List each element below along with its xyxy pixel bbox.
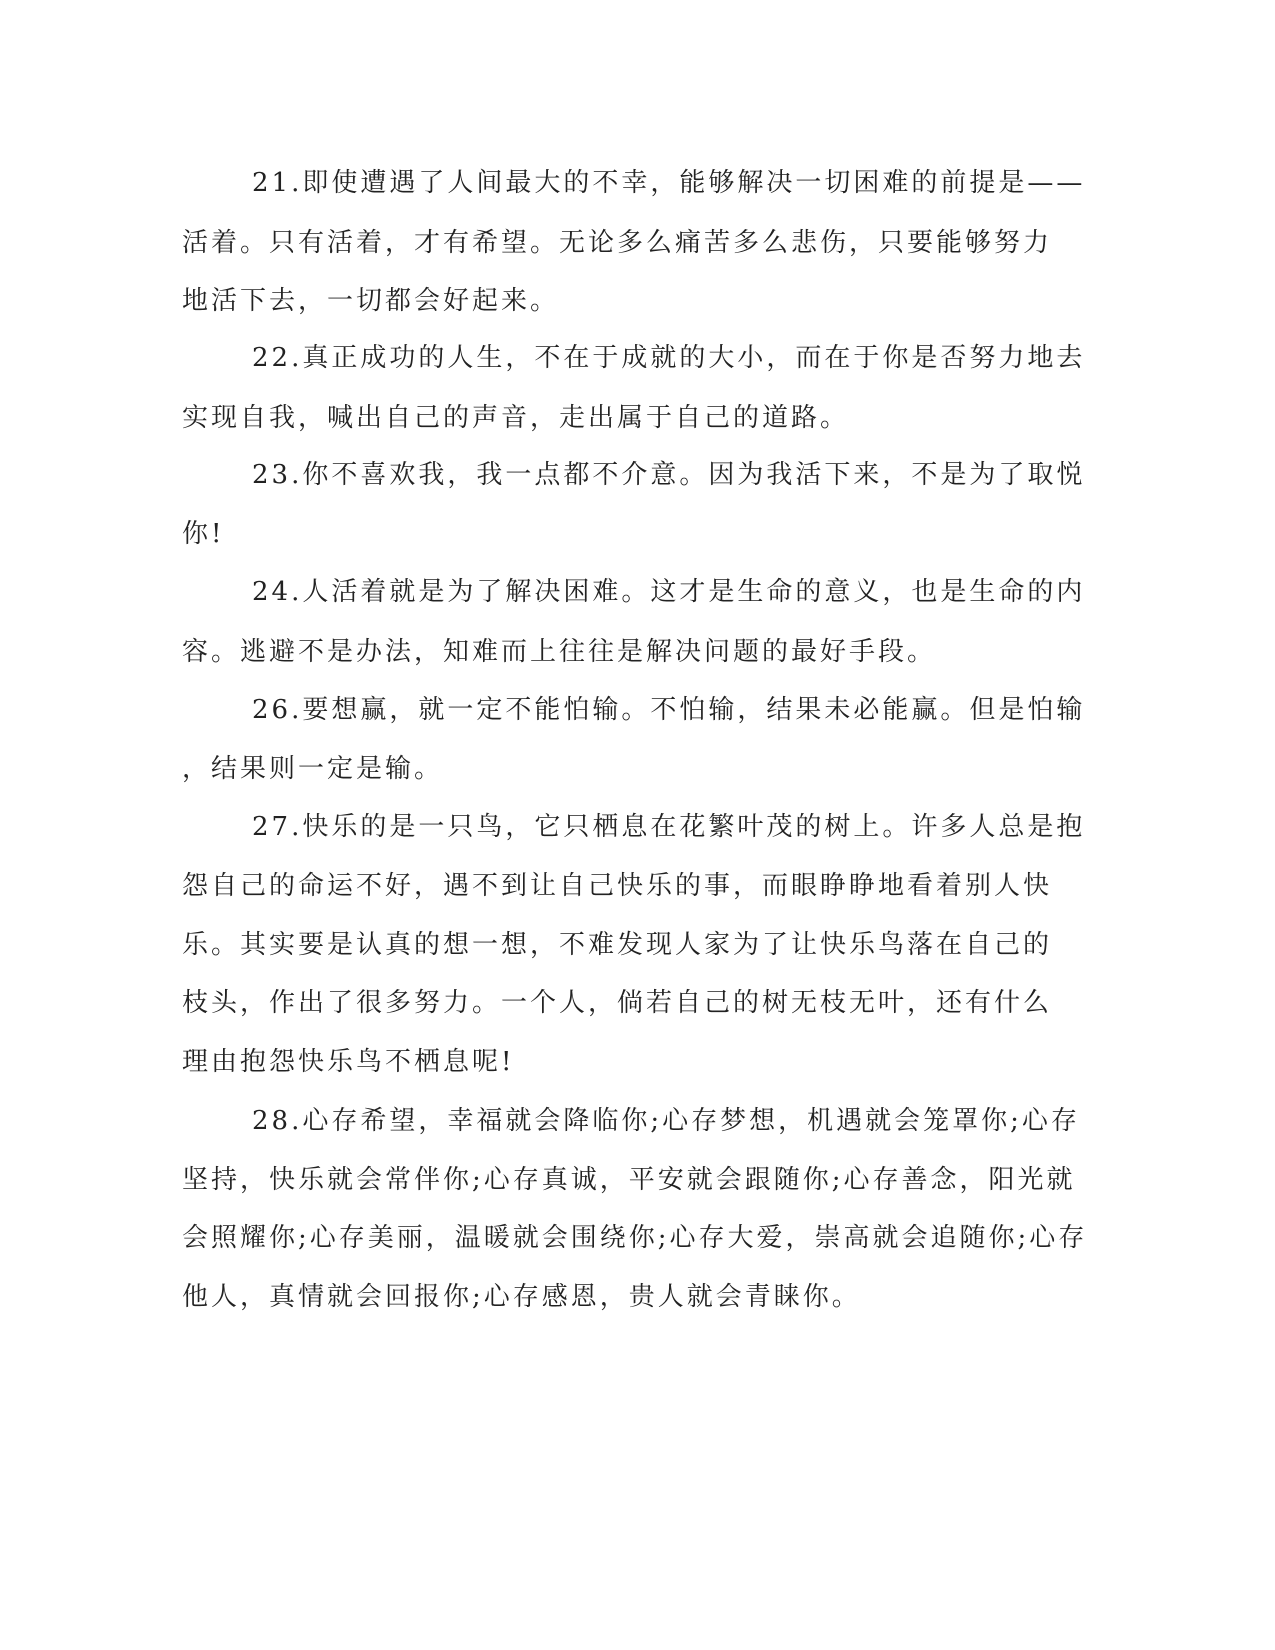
paragraph-27-line-4: 枝头，作出了很多努力。一个人，倘若自己的树无枝无叶，还有什么 xyxy=(182,988,1053,1018)
paragraph-27-line-3: 乐。其实要是认真的想一想，不难发现人家为了让快乐鸟落在自己的 xyxy=(182,930,1053,960)
paragraph-28-line-2: 坚持，快乐就会常伴你;心存真诚，平安就会跟随你;心存善念，阳光就 xyxy=(182,1165,1076,1195)
paragraph-21-line-1: 21.即使遭遇了人间最大的不幸，能够解决一切困难的前提是—— xyxy=(252,168,1086,198)
paragraph-27-line-2: 怨自己的命运不好，遇不到让自己快乐的事，而眼睁睁地看着别人快 xyxy=(182,871,1053,901)
paragraph-26-line-2: ，结果则一定是输。 xyxy=(182,754,444,784)
paragraph-24-line-2: 容。逃避不是办法，知难而上往往是解决问题的最好手段。 xyxy=(182,637,937,667)
paragraph-28-line-4: 他人，真情就会回报你;心存感恩，贵人就会青睐你。 xyxy=(182,1282,861,1312)
paragraph-28-line-3: 会照耀你;心存美丽，温暖就会围绕你;心存大爱，崇高就会追随你;心存 xyxy=(182,1223,1088,1253)
paragraph-27-line-5: 理由抱怨快乐鸟不栖息呢! xyxy=(182,1047,515,1077)
paragraph-22-line-1: 22.真正成功的人生，不在于成就的大小，而在于你是否努力地去 xyxy=(252,343,1086,373)
paragraph-22-line-2: 实现自我，喊出自己的声音，走出属于自己的道路。 xyxy=(182,403,850,433)
paragraph-24-line-1: 24.人活着就是为了解决困难。这才是生命的意义，也是生命的内 xyxy=(252,577,1086,607)
paragraph-26-line-1: 26.要想赢，就一定不能怕输。不怕输，结果未必能赢。但是怕输 xyxy=(252,695,1086,725)
paragraph-23-line-1: 23.你不喜欢我，我一点都不介意。因为我活下来，不是为了取悦 xyxy=(252,460,1086,490)
paragraph-28-line-1: 28.心存希望，幸福就会降临你;心存梦想，机遇就会笼罩你;心存 xyxy=(252,1106,1080,1136)
paragraph-23-line-2: 你! xyxy=(182,519,225,549)
paragraph-21-line-3: 地活下去，一切都会好起来。 xyxy=(182,286,560,316)
paragraph-21-line-2: 活着。只有活着，才有希望。无论多么痛苦多么悲伤，只要能够努力 xyxy=(182,228,1053,258)
paragraph-27-line-1: 27.快乐的是一只鸟，它只栖息在花繁叶茂的树上。许多人总是抱 xyxy=(252,812,1086,842)
